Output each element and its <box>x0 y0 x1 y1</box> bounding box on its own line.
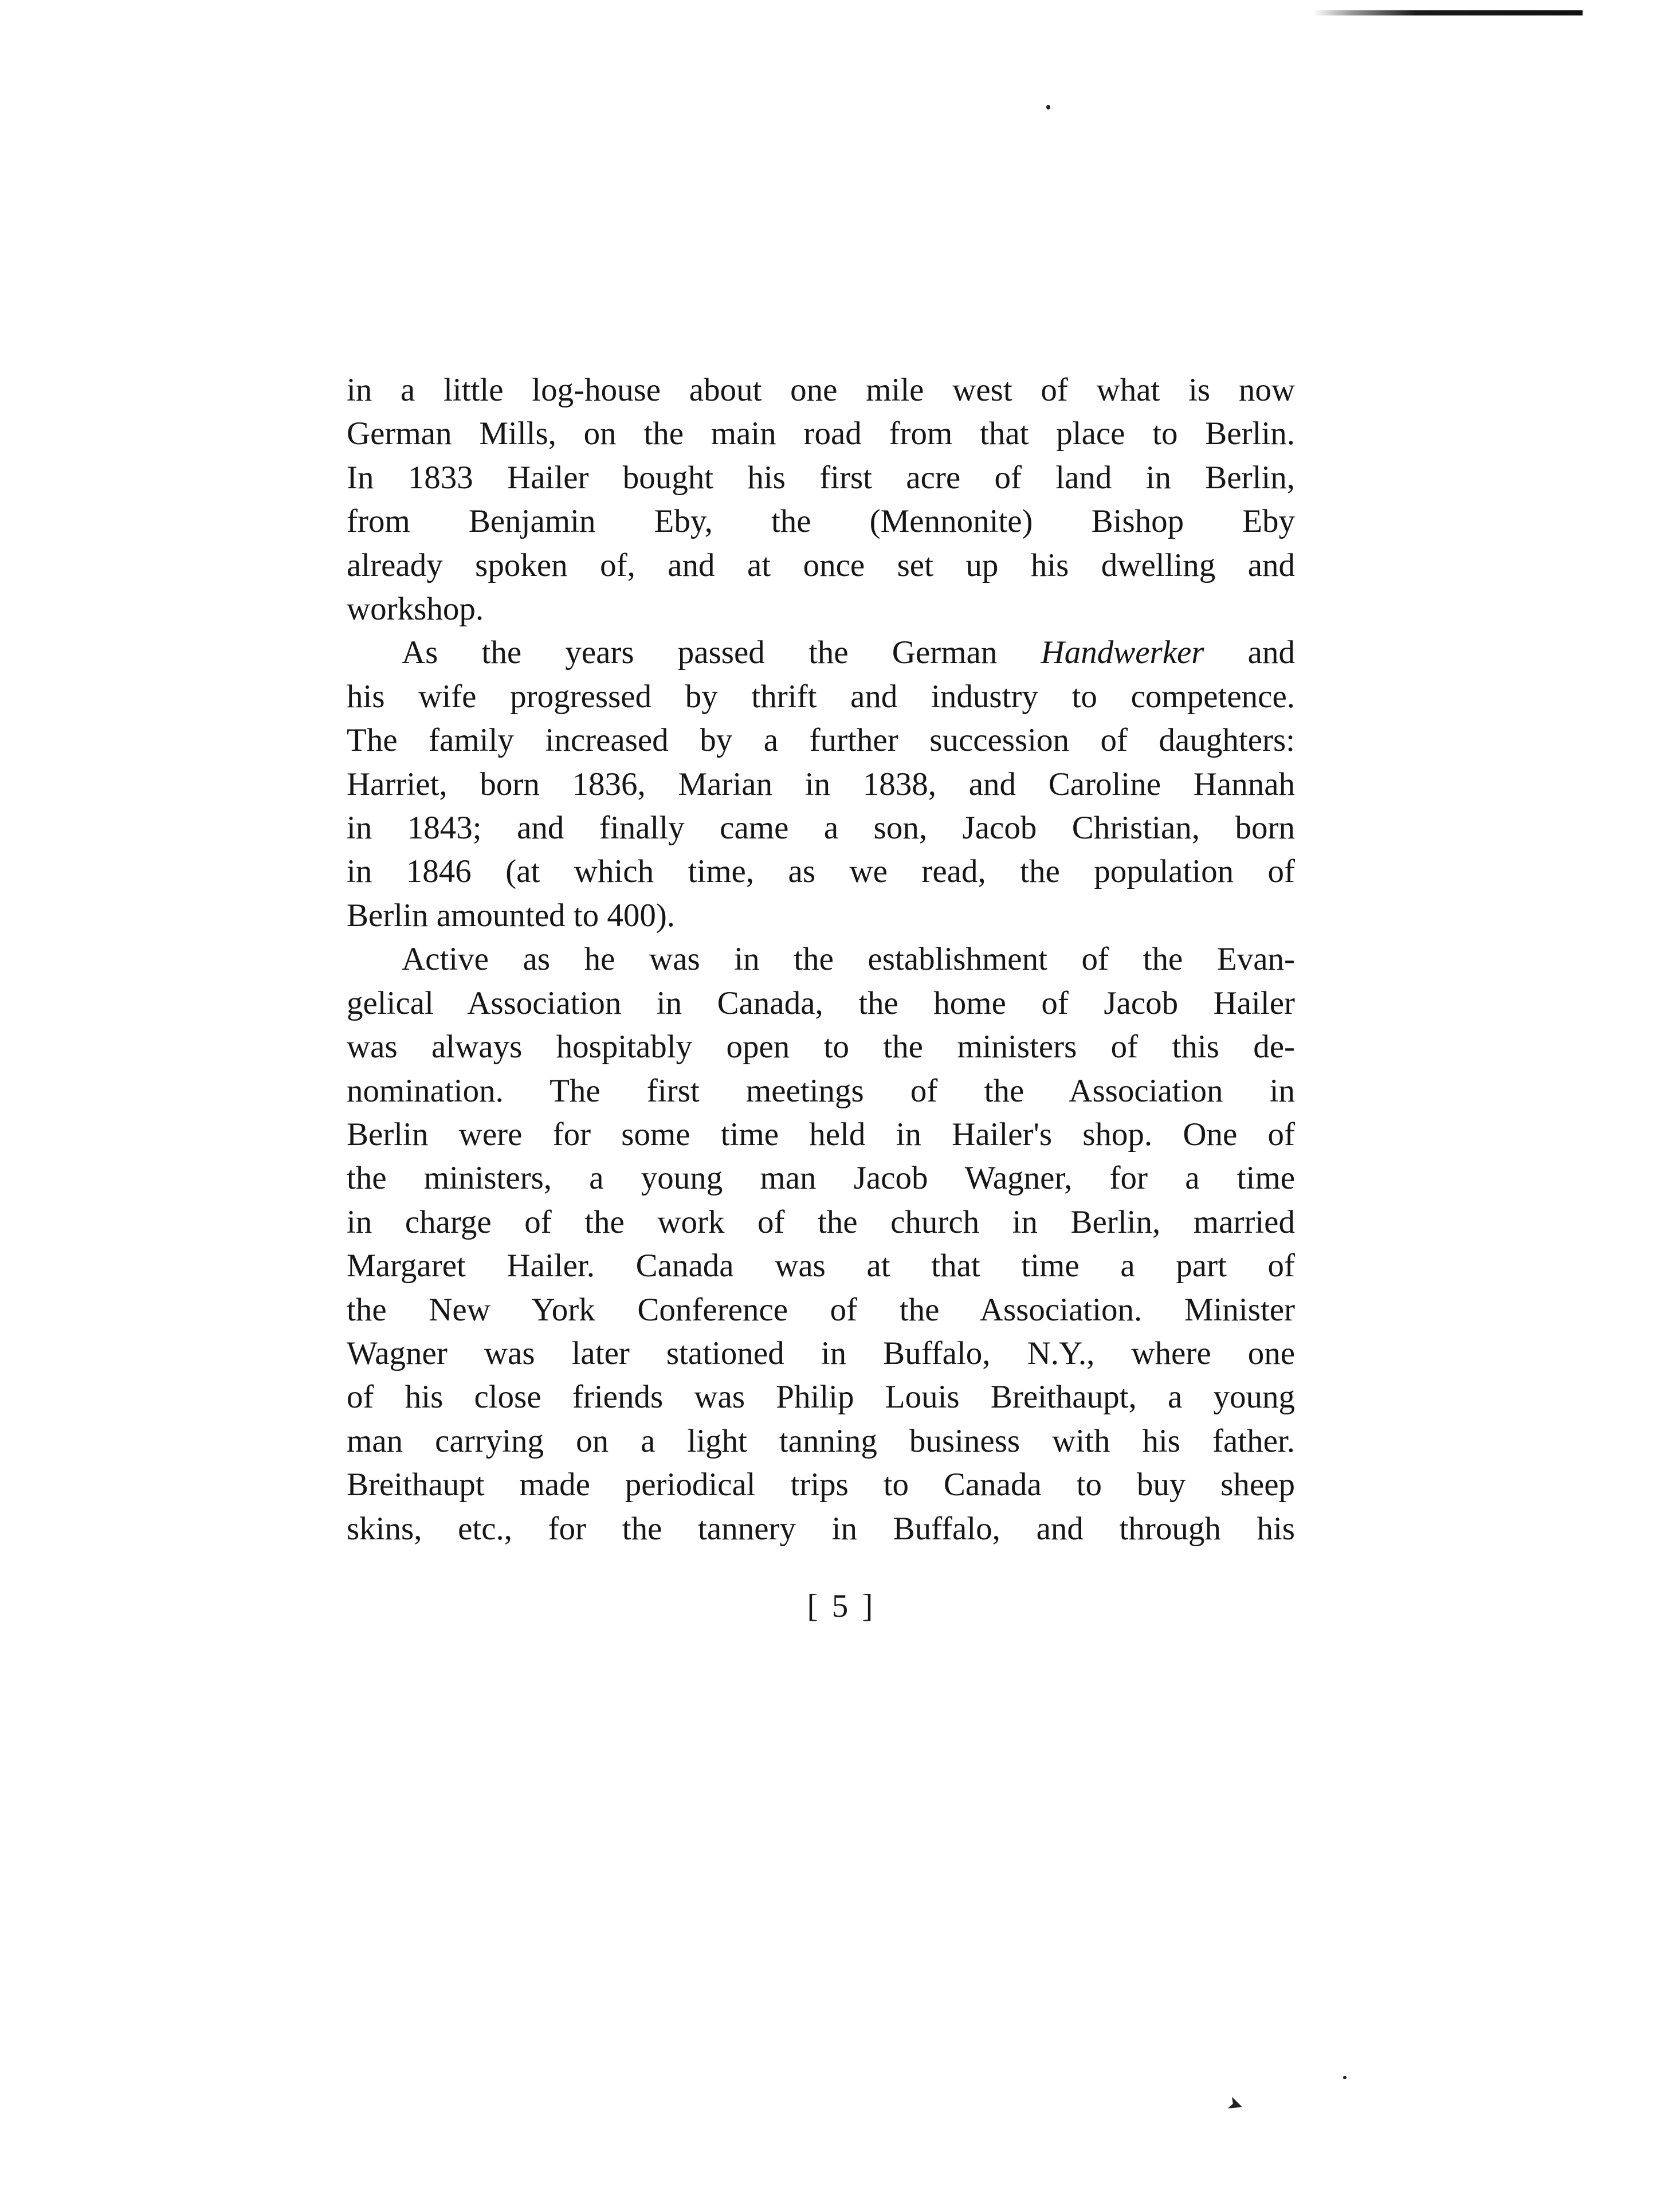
text-line: Wagner was later stationed in Buffalo, N.Y., where one <box>347 1335 1295 1371</box>
text-line: German Mills, on the main road from that place to Berlin. <box>347 416 1295 452</box>
text-line: the New York Conference of the Association. Minister <box>347 1291 1295 1328</box>
text-run: As the years passed the German <box>402 634 1041 671</box>
text-line: Breithaupt made periodical trips to Canada to buy sheep <box>347 1467 1295 1503</box>
text-line: in 1846 (at which time, as we read, the population of <box>347 853 1295 890</box>
text-line: Active as he was in the establishment of the Evan- <box>402 941 1295 978</box>
scan-speck <box>1343 2076 1347 2079</box>
text-run: and <box>1204 634 1295 671</box>
scan-speck <box>1046 105 1050 109</box>
paragraph-2 <box>347 631 1295 938</box>
text-line: man carrying on a light tanning business with his father. <box>347 1422 1295 1459</box>
text-line: gelical Association in Canada, the home of Jacob Hailer <box>347 985 1295 1021</box>
paragraph-1 <box>347 369 1295 631</box>
scan-edge-mark <box>1313 10 1583 15</box>
text-line: Margaret Hailer. Canada was at that time a part of <box>347 1248 1295 1284</box>
text-line: The family increased by a further succession of daughters: <box>347 722 1295 759</box>
text-line: Berlin amounted to 400). <box>347 897 676 934</box>
text-line: his wife progressed by thrift and industry to competence. <box>347 678 1295 715</box>
body-text <box>347 369 1295 1551</box>
text-line: skins, etc., for the tannery in Buffalo, and through his <box>347 1510 1295 1547</box>
text-line: nomination. The first meetings of the Association in <box>347 1072 1295 1109</box>
text-line: the ministers, a young man Jacob Wagner, for a time <box>347 1160 1295 1197</box>
text-line: in a little log-house about one mile west of what is now <box>347 372 1295 408</box>
scan-blot-mark: ➤ <box>1224 2091 1247 2118</box>
paragraph-3 <box>347 938 1295 1551</box>
text-line: In 1833 Hailer bought his first acre of land in Berlin, <box>347 459 1295 496</box>
text-line: Harriet, born 1836, Marian in 1838, and Caroline Hannah <box>347 766 1295 802</box>
text-line: of his close friends was Philip Louis Breithaupt, a young <box>347 1379 1295 1416</box>
text-line: workshop. <box>347 591 484 628</box>
text-line: in 1843; and finally came a son, Jacob Christian, born <box>347 810 1295 846</box>
text-line <box>347 631 1295 675</box>
page-number: [ 5 ] <box>807 1588 873 1624</box>
text-line: was always hospitably open to the ministers of this de- <box>347 1029 1295 1065</box>
text-line: Berlin were for some time held in Hailer's shop. One of <box>347 1116 1295 1153</box>
text-line: in charge of the work of the church in Berlin, married <box>347 1204 1295 1240</box>
text-line: already spoken of, and at once set up his dwelling and <box>347 547 1295 583</box>
text-line: from Benjamin Eby, the (Mennonite) Bishop Eby <box>347 503 1295 540</box>
italic-term: Handwerker <box>1041 634 1204 671</box>
